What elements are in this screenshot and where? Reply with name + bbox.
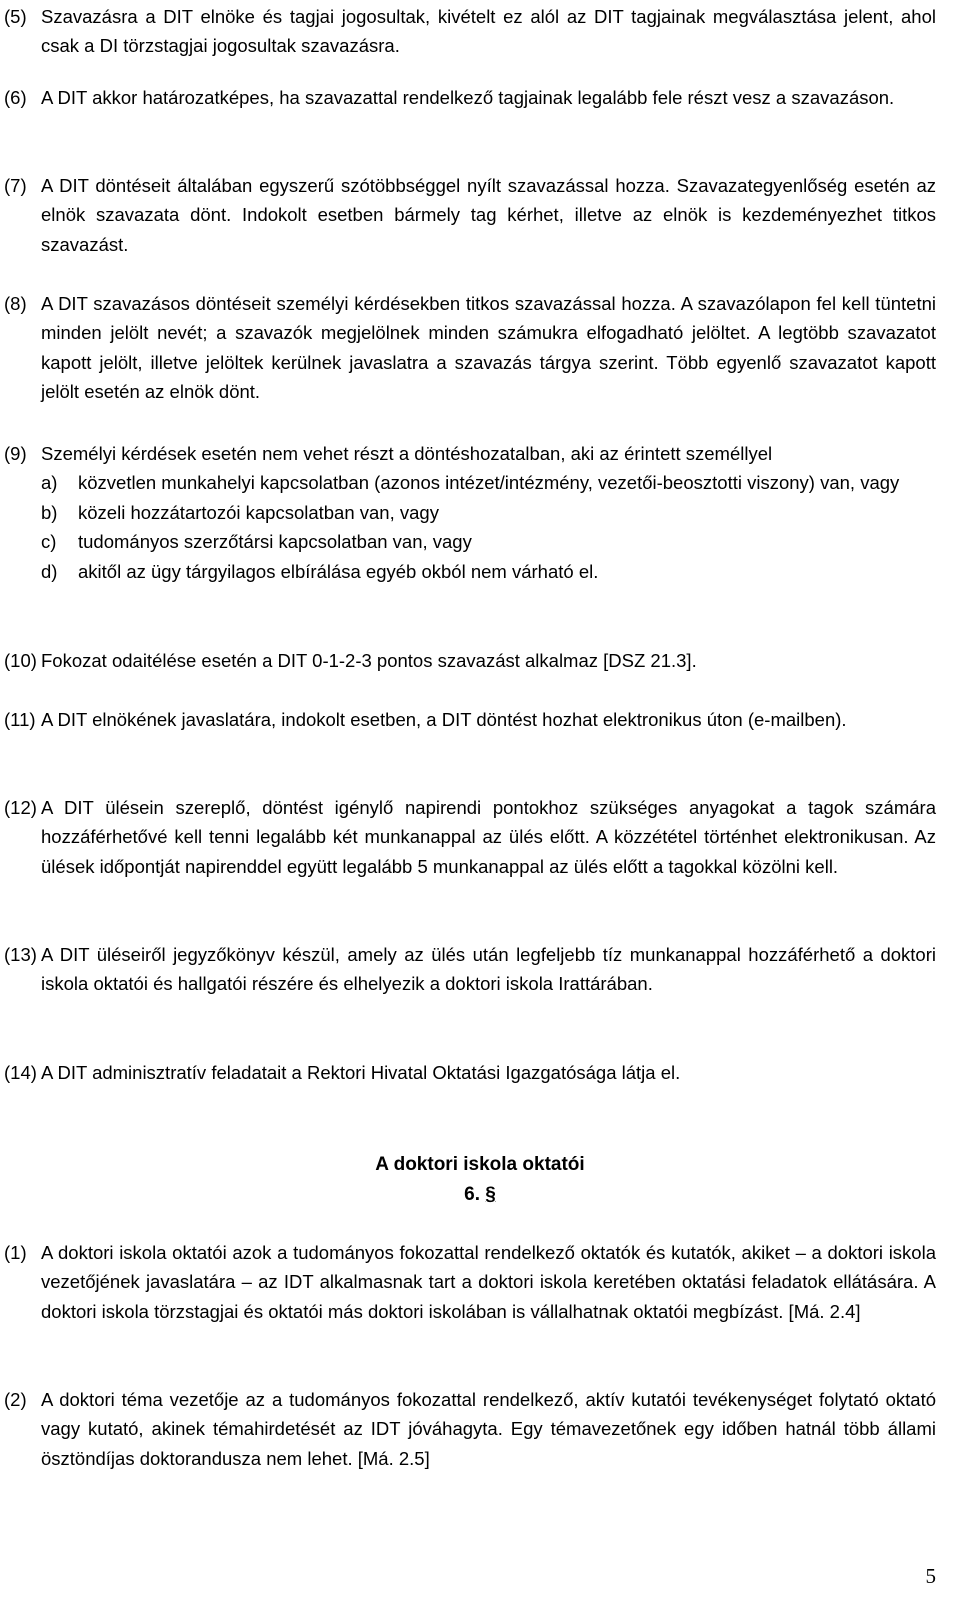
paragraph-13 [4, 940, 936, 999]
paragraph-number: (10) [4, 650, 37, 671]
paragraph-number: (9) [4, 443, 27, 464]
list-item-label: b) [41, 501, 58, 523]
paragraph-number: (1) [4, 1242, 27, 1263]
list-item-text: közvetlen munkahelyi kapcsolatban (azonos intézet/intézmény, vezetői-beosztotti viszony) van, vagy [78, 472, 900, 494]
paragraph-number: (7) [4, 175, 27, 196]
list-item-c [4, 527, 936, 556]
paragraph-number: (13) [4, 944, 37, 965]
paragraph-number: (5) [4, 6, 27, 27]
paragraph-text: A DIT akkor határozatképes, ha szavazattal rendelkező tagjainak legalább fele részt vesz a szavazáson. [41, 87, 895, 108]
list-item-a [4, 468, 936, 497]
paragraph-text: A DIT üléseiről jegyzőkönyv készül, amely az ülés után legfeljebb tíz munkanappal hozzáférhető a doktori iskola oktatói és hallgatói részére és elhelyezik a doktori iskola Irattárában. [41, 944, 936, 995]
list-item-label: c) [41, 531, 57, 553]
paragraph-text: A DIT elnökének javaslatára, indokolt esetben, a DIT döntést hozhat elektronikus úton (e-mailben). [41, 709, 847, 730]
section-sign: § [485, 1184, 496, 1205]
paragraph-12 [4, 793, 936, 881]
paragraph-text: A DIT adminisztratív feladatait a Rektori Hivatal Oktatási Igazgatósága látja el. [41, 1062, 681, 1083]
paragraph-text: Szavazásra a DIT elnöke és tagjai jogosultak, kivételt ez alól az DIT tagjainak megválasztása jelent, ahol csak a DI törzstagjai jogosultak szavazásra. [41, 6, 936, 57]
paragraph-text: Fokozat odaitélése esetén a DIT 0-1-2-3 pontos szavazást alkalmaz [DSZ 21.3]. [41, 650, 697, 671]
paragraph-6 [4, 83, 936, 112]
list-item-label: d) [41, 560, 58, 582]
list-item-text: közeli hozzátartozói kapcsolatban van, vagy [78, 501, 439, 523]
paragraph-text: A DIT döntéseit általában egyszerű szótöbbséggel nyílt szavazással hozza. Szavazategyenlőség esetén az elnök szavazata dönt. Indokolt esetben bármely tag kérhet, illetve az elnök is kezdeményezhet titkos szavazást. [41, 175, 936, 255]
paragraph-text: Személyi kérdések esetén nem vehet részt a döntéshozatalban, aki az érintett személlyel [41, 443, 773, 464]
section-title: A doktori iskola oktatói [375, 1154, 585, 1175]
paragraph-text: A doktori iskola oktatói azok a tudományos fokozattal rendelkező oktatók és kutatók, akiket – a doktori iskola vezetőjének javaslatára – az IDT alkalmasnak tart a doktori iskola keretében oktatási feladatok ellátására. A doktori iskola törzstagjai és oktatói más doktori iskolában is vállalhatnak oktatói megbízást. [Má. 2.4] [41, 1242, 936, 1322]
list-item-d [4, 557, 936, 586]
paragraph-text: A DIT ülésein szereplő, döntést igénylő napirendi pontokhoz szükséges anyagokat a tagok számára hozzáférhetővé kell tenni legalább két munkanappal az ülés előtt. A közzététel történhet elektronikusan. Az ülések időpontját napirenddel együtt legalább 5 munkanappal az ülés előtt a tagokkal közölni kell. [41, 797, 936, 877]
paragraph-number: (14) [4, 1062, 37, 1083]
page-number: 5 [925, 1564, 936, 1588]
section-number [0, 1180, 960, 1209]
section-6-paragraph-2 [4, 1385, 936, 1473]
paragraph-number: (2) [4, 1389, 27, 1410]
paragraph-number: (11) [4, 709, 36, 730]
paragraph-14 [4, 1058, 936, 1087]
list-item-b [4, 498, 936, 527]
section-6-paragraph-1 [4, 1238, 936, 1326]
section-number-value: 6. [464, 1184, 480, 1205]
paragraph-number: (6) [4, 87, 27, 108]
list-item-label: a) [41, 472, 58, 494]
paragraph-7 [4, 171, 936, 259]
list-item-text: akitől az ügy tárgyilagos elbírálása egyéb okból nem várható el. [78, 560, 599, 582]
paragraph-10 [4, 646, 936, 675]
paragraph-8 [4, 289, 936, 407]
paragraph-5 [4, 2, 936, 61]
paragraph-text: A doktori téma vezetője az a tudományos fokozattal rendelkező, aktív kutatói tevékenységet folytató oktató vagy kutató, akinek témahirdetését az IDT jóváhagyta. Egy témavezetőnek egy időben hatnál több állami ösztöndíjas doktorandusza nem lehet. [Má. 2.5] [41, 1389, 936, 1469]
paragraph-number: (8) [4, 293, 27, 314]
paragraph-number: (12) [4, 797, 37, 818]
list-item-text: tudományos szerzőtársi kapcsolatban van, vagy [78, 531, 472, 553]
paragraph-11 [4, 705, 936, 734]
paragraph-9 [4, 439, 936, 586]
paragraph-text: A DIT szavazásos döntéseit személyi kérdésekben titkos szavazással hozza. A szavazólapon fel kell tüntetni minden jelölt nevét; a szavazók megjelölnek minden számukra elfogadható jelöltet. A legtöbb szavazatot kapott jelölt, illetve jelöltek kerülnek javaslatra a szavazás tárgya szerint. Több egyenlő szavazatot kapott jelölt esetén az elnök dönt. [41, 293, 936, 403]
